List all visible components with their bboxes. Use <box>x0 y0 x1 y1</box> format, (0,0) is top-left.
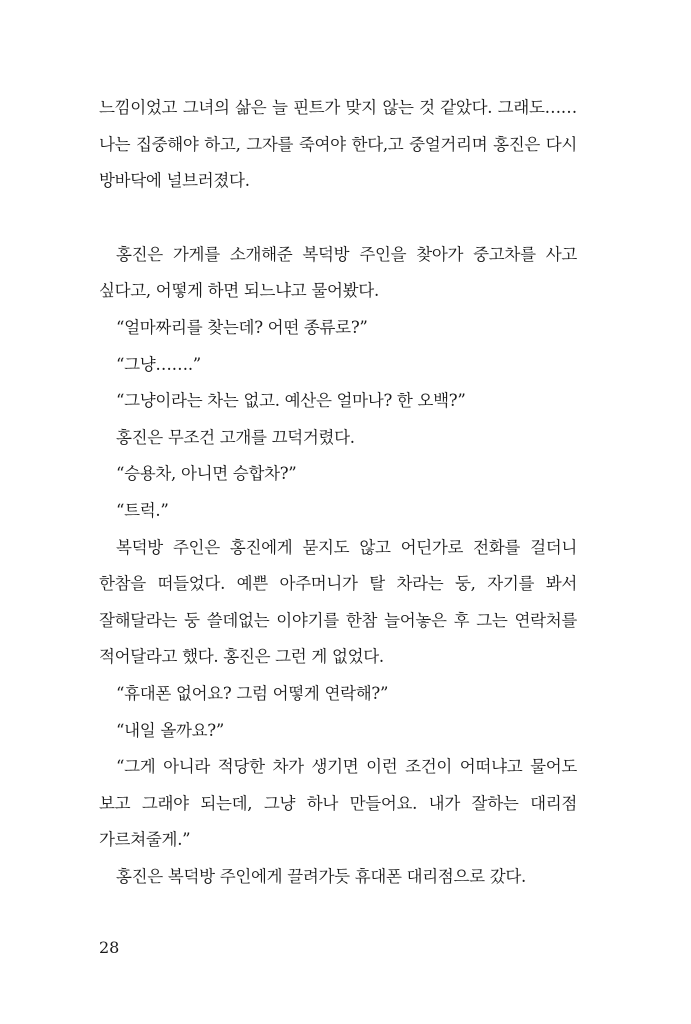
paragraph-13: 홍진은 복덕방 주인에게 끌려가듯 휴대폰 대리점으로 갔다. <box>116 866 526 886</box>
paragraph-7: “승용차, 아니면 승합차?” <box>116 464 297 484</box>
paragraph-11: “내일 올까요?” <box>116 720 224 740</box>
paragraph-3: “얼마짜리를 찾는데? 어떤 종류로?” <box>116 317 368 337</box>
paragraph-2: 홍진은 가게를 소개해준 복덕방 주인을 찾아가 중고차를 사고 싶다고, 어떻게 하면 되느냐고 물어봤다. <box>99 244 577 301</box>
section-gap <box>99 200 577 237</box>
paragraph-5: “그냥이라는 차는 없고. 예산은 얼마나? 한 오백?” <box>116 391 466 411</box>
paragraph-1: 느낌이었고 그녀의 삶은 늘 핀트가 맞지 않는 것 같았다. 그래도…… 나는 집중해야 하고, 그자를 죽여야 한다,고 중얼거리며 홍진은 다시 방바닥에 널브러졌다. <box>99 98 577 191</box>
page-number: 28 <box>99 938 120 957</box>
paragraph-9: 복덕방 주인은 홍진에게 묻지도 않고 어딘가로 전화를 걸더니 한참을 떠들었다. 예쁜 아주머니가 탈 차라는 둥, 자기를 봐서 잘해달라는 둥 쓸데없는 이야기를 한참 늘어놓은 후 그는 연락처를 적어달라고 했다. 홍진은 그런 게 없었다. <box>99 537 577 667</box>
paragraph-12: “그게 아니라 적당한 차가 생기면 이런 조건이 어떠냐고 물어도 보고 그래야 되는데, 그냥 하나 만들어요. 내가 잘하는 대리점 가르쳐줄게.” <box>99 757 577 850</box>
page-body <box>99 90 577 895</box>
paragraph-8: “트럭.” <box>116 500 169 520</box>
paragraph-6: 홍진은 무조건 고개를 끄덕거렸다. <box>116 427 355 447</box>
paragraph-4: “그냥…….” <box>116 354 201 374</box>
paragraph-10: “휴대폰 없어요? 그럼 어떻게 연락해?” <box>116 683 389 703</box>
